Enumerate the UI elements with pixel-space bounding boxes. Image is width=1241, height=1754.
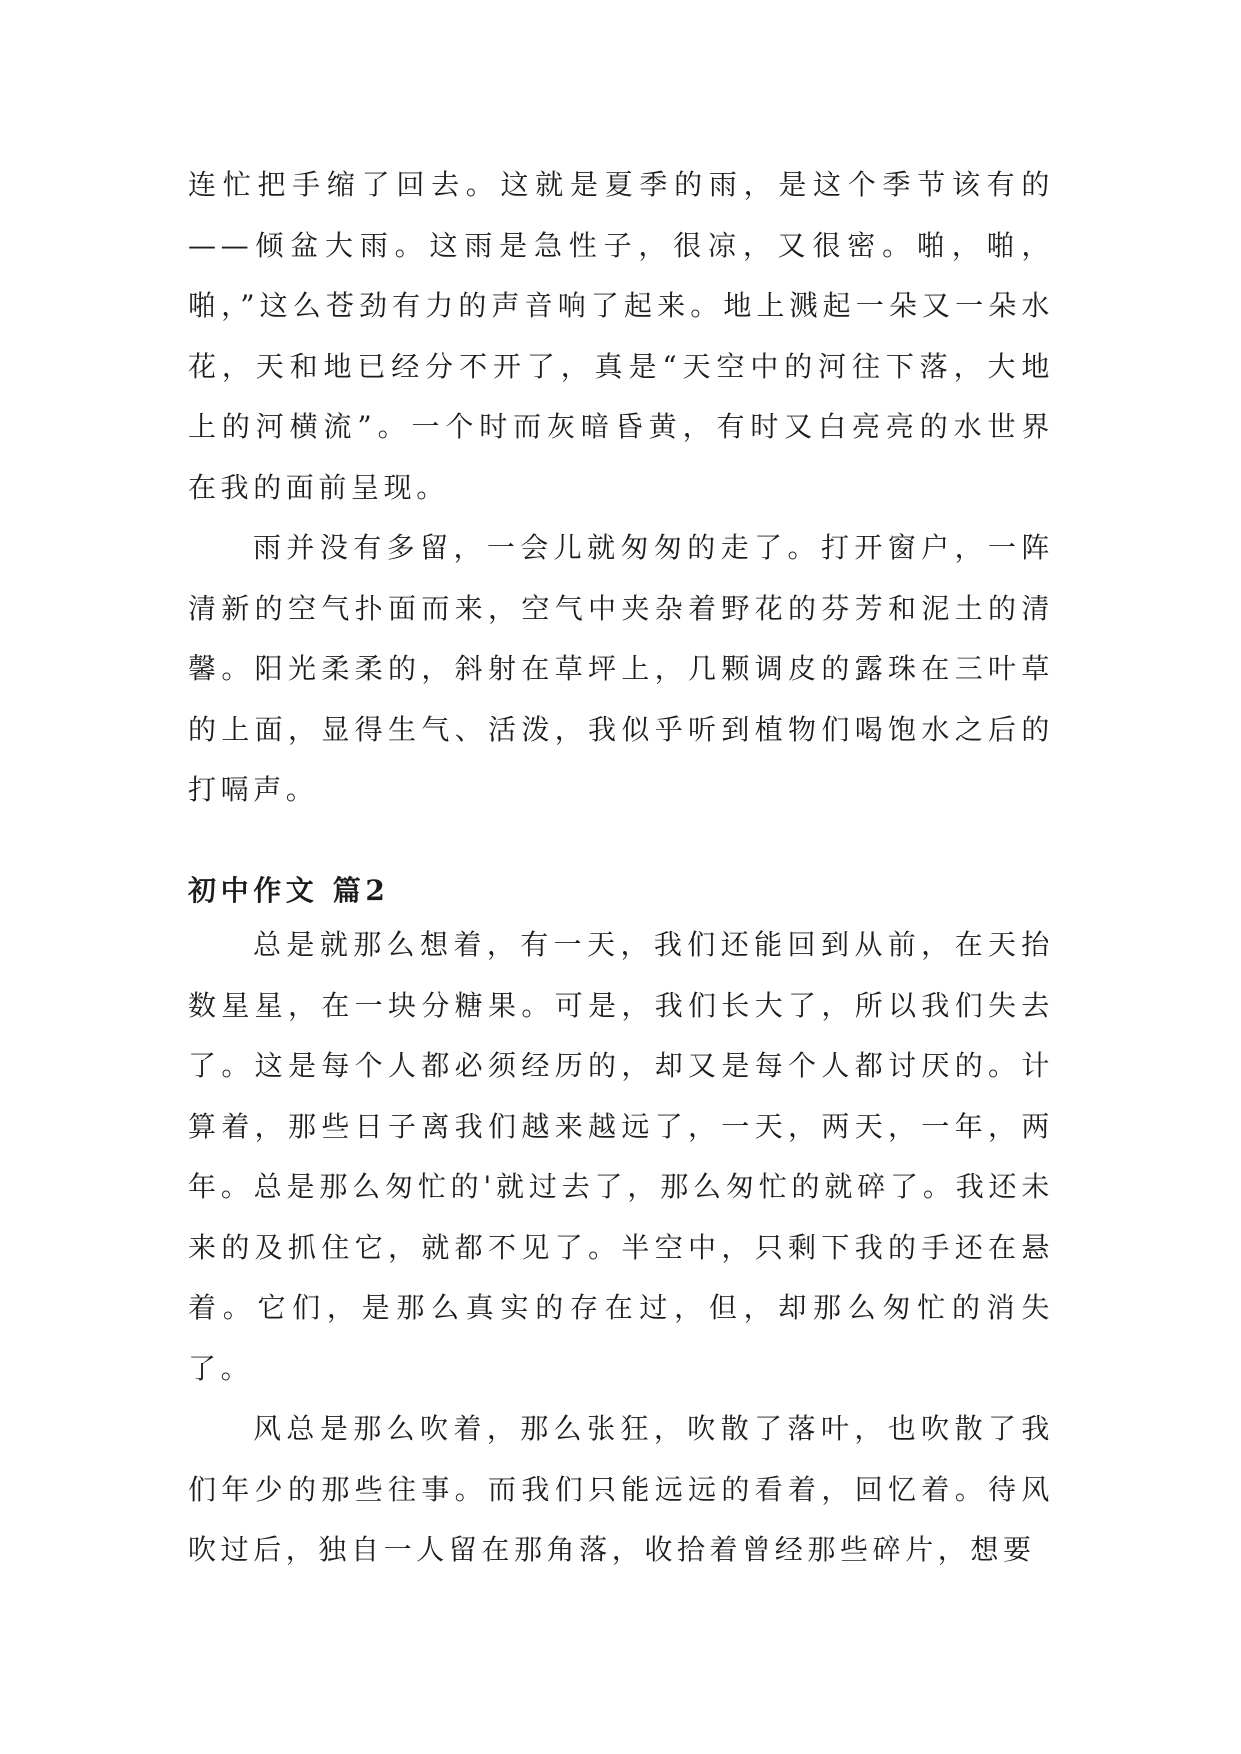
paragraph: 雨并没有多留，一会儿就匆匆的走了。打开窗户，一阵清新的空气扑面而来，空气中夹杂着野花的芬芳和泥土的清馨。阳光柔柔的，斜射在草坪上，几颗调皮的露珠在三叶草的上面，显得生气、活泼，我似乎听到植物们喝饱水之后的打嗝声。 — [188, 531, 1054, 806]
essay-continuation — [188, 155, 1054, 821]
paragraph: 连忙把手缩了回去。这就是夏季的雨，是这个季节该有的——倾盆大雨。这雨是急性子，很凉，又很密。啪，啪，啪，”这么苍劲有力的声音响了起来。地上溅起一朵又一朵水花，天和地已经分不开了，真是“天空中的河往下落，大地上的河横流”。一个时而灰暗昏黄，有时又白亮亮的水世界在我的面前呈现。 — [188, 168, 1054, 504]
paragraph: 总是就那么想着，有一天，我们还能回到从前，在天抬数星星，在一块分糖果。可是，我们长大了，所以我们失去了。这是每个人都必须经历的，却又是每个人都讨厌的。计算着，那些日子离我们越来越远了，一天，两天，一年，两年。总是那么匆忙的'就过去了，那么匆忙的就碎了。我还未来的及抓住它，就都不见了。半空中，只剩下我的手还在悬着。它们，是那么真实的存在过，但，却那么匆忙的消失了。 — [188, 928, 1054, 1385]
paragraph: 风总是那么吹着，那么张狂，吹散了落叶，也吹散了我们年少的那些往事。而我们只能远远的看着，回忆着。待风吹过后，独自一人留在那角落，收拾着曾经那些碎片，想要 — [188, 1412, 1054, 1566]
essay-title: 初中作文 篇2 — [188, 874, 390, 907]
essay-body — [188, 915, 1054, 1581]
